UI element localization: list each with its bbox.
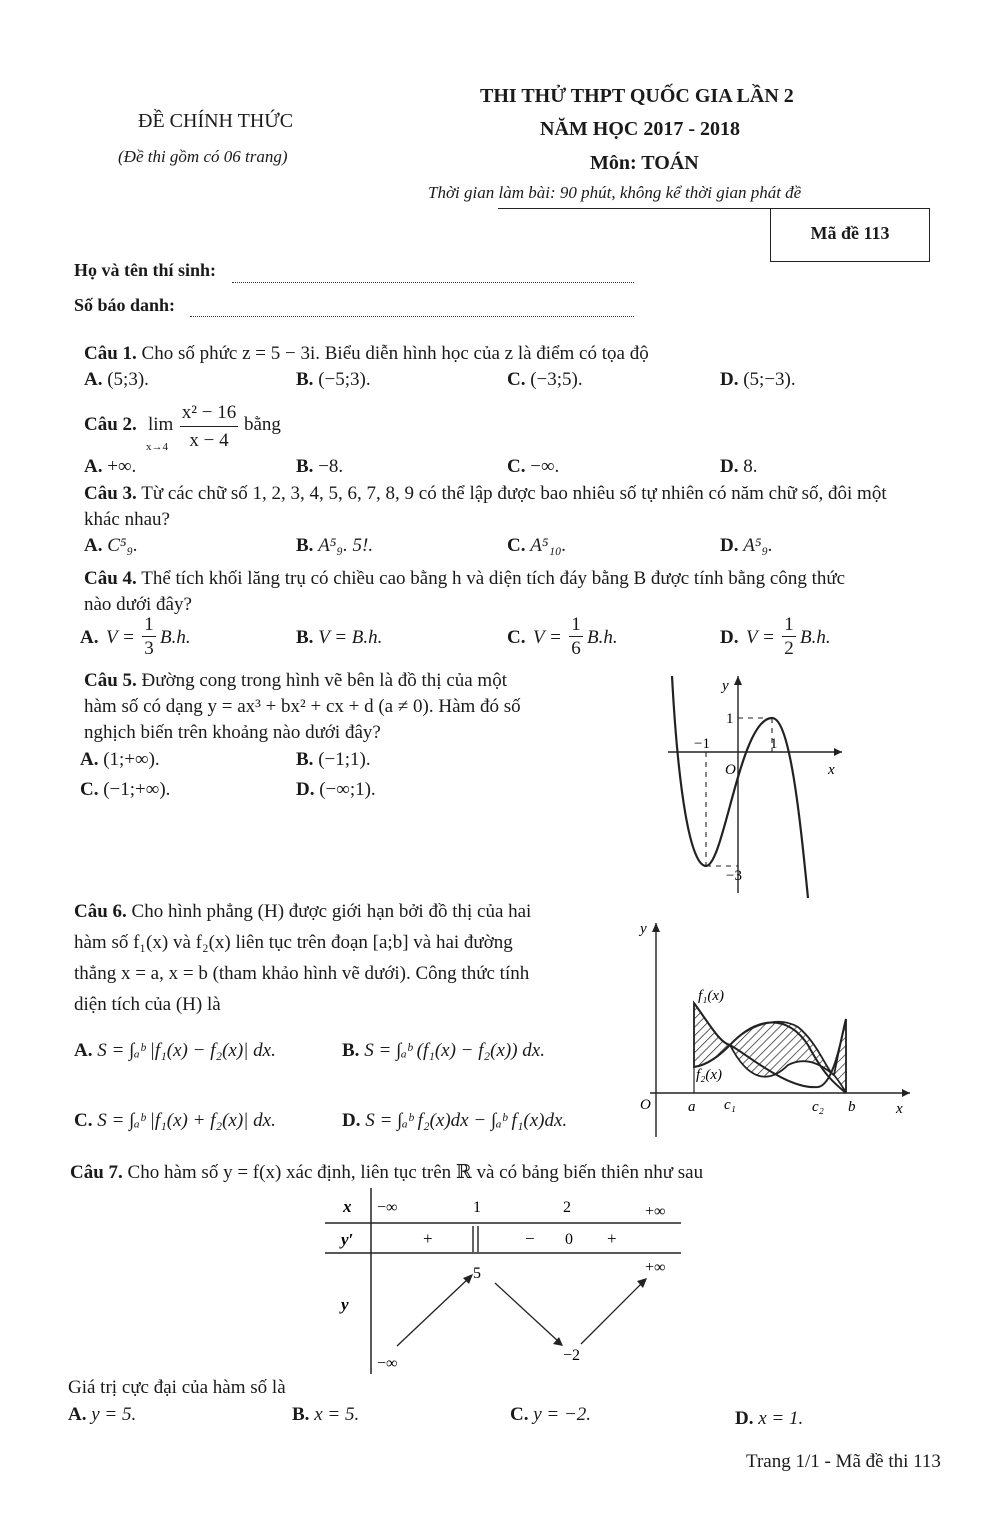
- exam-code: Mã đề 113: [810, 223, 890, 243]
- q2-lim-sub: x→4: [146, 441, 168, 453]
- vt-sign-minus: −: [525, 1229, 535, 1248]
- q1-option-b[interactable]: B. (−5;3).: [296, 369, 371, 390]
- subject: Môn: TOÁN: [590, 152, 699, 174]
- q3-option-d[interactable]: D. A⁵₉.: [720, 535, 773, 556]
- q5-curve: [672, 676, 808, 898]
- title-underline: [498, 208, 790, 209]
- q5-x-label: x: [828, 762, 835, 778]
- q1-option-c[interactable]: C. (−3;5).: [507, 369, 583, 390]
- question-6: Câu 6. Cho hình phẳng (H) được giới hạn bởi đồ thị của hai hàm số f₁(x) và f₂(x) liên tục trên đoạn [a;b] và hai đường thẳng x = a, x = b (tham khảo hình vẽ dưới). Công thức tính diện tích của (H) là: [74, 901, 532, 1015]
- q2-option-a[interactable]: A. +∞.: [84, 456, 137, 477]
- q6-y-label: y: [640, 921, 647, 937]
- vt-yp-header: y′: [341, 1230, 354, 1249]
- q1-option-d[interactable]: D. (5;−3).: [720, 369, 796, 390]
- vt-arrow-up-2: [581, 1282, 643, 1344]
- q3-option-c[interactable]: C. A⁵₁₀.: [507, 535, 567, 556]
- q4-option-b[interactable]: B. V = B.h.: [296, 627, 383, 648]
- q6-line-4: diện tích của (H) là: [74, 994, 221, 1015]
- page-footer: Trang 1/1 - Mã đề thi 113: [746, 1451, 941, 1472]
- candidate-name-label: Họ và tên thí sinh:: [74, 260, 217, 280]
- vt-x-1: 1: [473, 1199, 481, 1216]
- q2-option-c[interactable]: C. −∞.: [507, 456, 560, 477]
- candidate-name-line[interactable]: [232, 282, 634, 283]
- question-3: Câu 3. Từ các chữ số 1, 2, 3, 4, 5, 6, 7, 8, 9 có thể lập được bao nhiêu số tự nhiên có năm chữ số, đôi một khác nhau?: [84, 483, 887, 530]
- q1-text: Cho số phức z = 5 − 3i. Biểu diễn hình học của z là điểm có tọa độ: [141, 343, 649, 364]
- q5-y-1-label: 1: [726, 711, 734, 727]
- q6-line-3: thẳng x = a, x = b (tham khảo hình vẽ dưới). Công thức tính: [74, 963, 530, 984]
- vt-sign-plus-1: +: [423, 1229, 433, 1248]
- vt-y-5: 5: [473, 1265, 481, 1282]
- q6-f2-label: f₂(x): [696, 1067, 723, 1083]
- candidate-id-line[interactable]: [190, 316, 634, 317]
- q5-y-neg3-label: −3: [726, 868, 742, 884]
- vt-y-header: y: [341, 1295, 349, 1314]
- q5-line-2: hàm số có dạng y = ax³ + bx² + cx + d (a ≠ 0). Hàm đó số: [84, 696, 521, 717]
- q6-option-d[interactable]: D. S = ∫ₐᵇ f₂(x)dx − ∫ₐᵇ f₁(x)dx.: [342, 1110, 568, 1131]
- q6-x-label: x: [896, 1101, 903, 1117]
- vt-y-pos-inf: +∞: [645, 1259, 666, 1276]
- q6-option-b[interactable]: B. S = ∫ₐᵇ (f₁(x) − f₂(x)) dx.: [342, 1040, 545, 1061]
- vt-x-2: 2: [563, 1199, 571, 1216]
- q5-x-1-label: 1: [770, 736, 778, 752]
- q6-option-a[interactable]: A. S = ∫ₐᵇ |f₁(x) − f₂(x)| dx.: [74, 1040, 276, 1061]
- q5-x-arrow-icon: [834, 748, 842, 756]
- q1-label: Câu 1.: [84, 343, 137, 364]
- time-note: Thời gian làm bài: 90 phút, không kể thời gian phát đề: [428, 183, 802, 202]
- q5-origin-label: O: [725, 762, 736, 778]
- q4-option-d[interactable]: D. V = 1 2 B.h.: [720, 614, 831, 659]
- q6-area-graph: [628, 915, 918, 1140]
- q2-option-d[interactable]: D. 8.: [720, 456, 758, 477]
- vt-sign-zero: 0: [565, 1231, 573, 1248]
- q6-hatched-region: [694, 1003, 834, 1077]
- q2-denominator: x − 4: [189, 430, 229, 451]
- vt-x-neg-inf: −∞: [377, 1199, 398, 1216]
- q6-option-c[interactable]: C. S = ∫ₐᵇ |f₁(x) + f₂(x)| dx.: [74, 1110, 276, 1131]
- vt-y-neg2: −2: [563, 1347, 581, 1364]
- q2-lim: lim: [148, 414, 174, 435]
- q3-option-a[interactable]: A. C⁵₉.: [84, 535, 138, 556]
- q2-tail: bằng: [244, 414, 281, 435]
- vt-x-header: x: [343, 1197, 352, 1216]
- q7-question: Giá trị cực đại của hàm số là: [68, 1377, 286, 1398]
- exam-title: THI THỬ THPT QUỐC GIA LẦN 2: [480, 85, 794, 107]
- q5-option-c[interactable]: C. (−1;+∞).: [80, 779, 171, 800]
- q6-x-arrow-icon: [902, 1089, 910, 1097]
- q6-y-arrow-icon: [652, 923, 660, 932]
- q5-option-a[interactable]: A. (1;+∞).: [80, 749, 160, 770]
- q6-f1-label: f₁(x): [698, 988, 725, 1004]
- vt-x-pos-inf: +∞: [645, 1203, 666, 1220]
- q7-variation-table: [325, 1188, 685, 1374]
- official-label: ĐỀ CHÍNH THỨC: [138, 110, 294, 132]
- q7-option-b[interactable]: B. x = 5.: [292, 1404, 360, 1425]
- q5-y-arrow-icon: [734, 676, 742, 685]
- school-year: NĂM HỌC 2017 - 2018: [540, 118, 740, 140]
- q6-c2-label: c₂: [812, 1099, 824, 1115]
- q6-origin-label: O: [640, 1097, 651, 1113]
- q7-option-a[interactable]: A. y = 5.: [68, 1404, 137, 1425]
- candidate-id-label: Số báo danh:: [74, 295, 176, 315]
- vt-arrow-up-1: [397, 1278, 469, 1346]
- q7-option-d[interactable]: D. x = 1.: [735, 1408, 804, 1429]
- q4-option-c[interactable]: C. V = 1 6 B.h.: [507, 614, 618, 659]
- q5-option-b[interactable]: B. (−1;1).: [296, 749, 371, 770]
- vt-y-neg-inf: −∞: [377, 1355, 398, 1372]
- vt-sign-plus-2: +: [607, 1229, 617, 1248]
- q5-cubic-graph: [660, 668, 850, 900]
- q6-a-label: a: [688, 1099, 696, 1115]
- q2-numerator: x² − 16: [180, 400, 238, 427]
- q1-option-a[interactable]: A. (5;3).: [84, 369, 149, 390]
- q4-text-2: nào dưới đây?: [84, 594, 192, 615]
- q2-option-b[interactable]: B. −8.: [296, 456, 344, 477]
- pages-note: (Đề thi gồm có 06 trang): [118, 147, 288, 166]
- q5-x-neg1-label: −1: [694, 736, 710, 752]
- q7-option-c[interactable]: C. y = −2.: [510, 1404, 592, 1425]
- question-4: Câu 4. Thể tích khối lăng trụ có chiều cao bằng h và diện tích đáy bằng B được tính bằng công thức nào dưới đây?: [84, 568, 846, 615]
- vt-arrow-down: [495, 1283, 559, 1342]
- q2-label: Câu 2.: [84, 414, 137, 435]
- q5-line-3: nghịch biến trên khoảng nào dưới đây?: [84, 722, 381, 743]
- q6-c1-label: c₁: [724, 1097, 736, 1113]
- exam-code-box: [770, 208, 930, 262]
- question-7: Câu 7. Cho hàm số y = f(x) xác định, liên tục trên ℝ và có bảng biến thiên như sau: [70, 1162, 704, 1183]
- q3-text-2: khác nhau?: [84, 509, 170, 530]
- q6-b-label: b: [848, 1099, 856, 1115]
- q4-option-a[interactable]: A. V = 1 3 B.h.: [80, 614, 191, 659]
- q3-option-b[interactable]: B. A⁵₉. 5!.: [296, 535, 374, 556]
- question-1: [84, 341, 649, 367]
- question-5: Câu 5. Đường cong trong hình vẽ bên là đồ thị của một hàm số có dạng y = ax³ + bx² + cx + d (a ≠ 0). Hàm đó số nghịch biến trên khoảng nào dưới đây?: [84, 670, 521, 743]
- q5-option-d[interactable]: D. (−∞;1).: [296, 779, 376, 800]
- q6-line-2: hàm số f₁(x) và f₂(x) liên tục trên đoạn [a;b] và hai đường: [74, 932, 513, 953]
- q5-y-label: y: [722, 678, 729, 694]
